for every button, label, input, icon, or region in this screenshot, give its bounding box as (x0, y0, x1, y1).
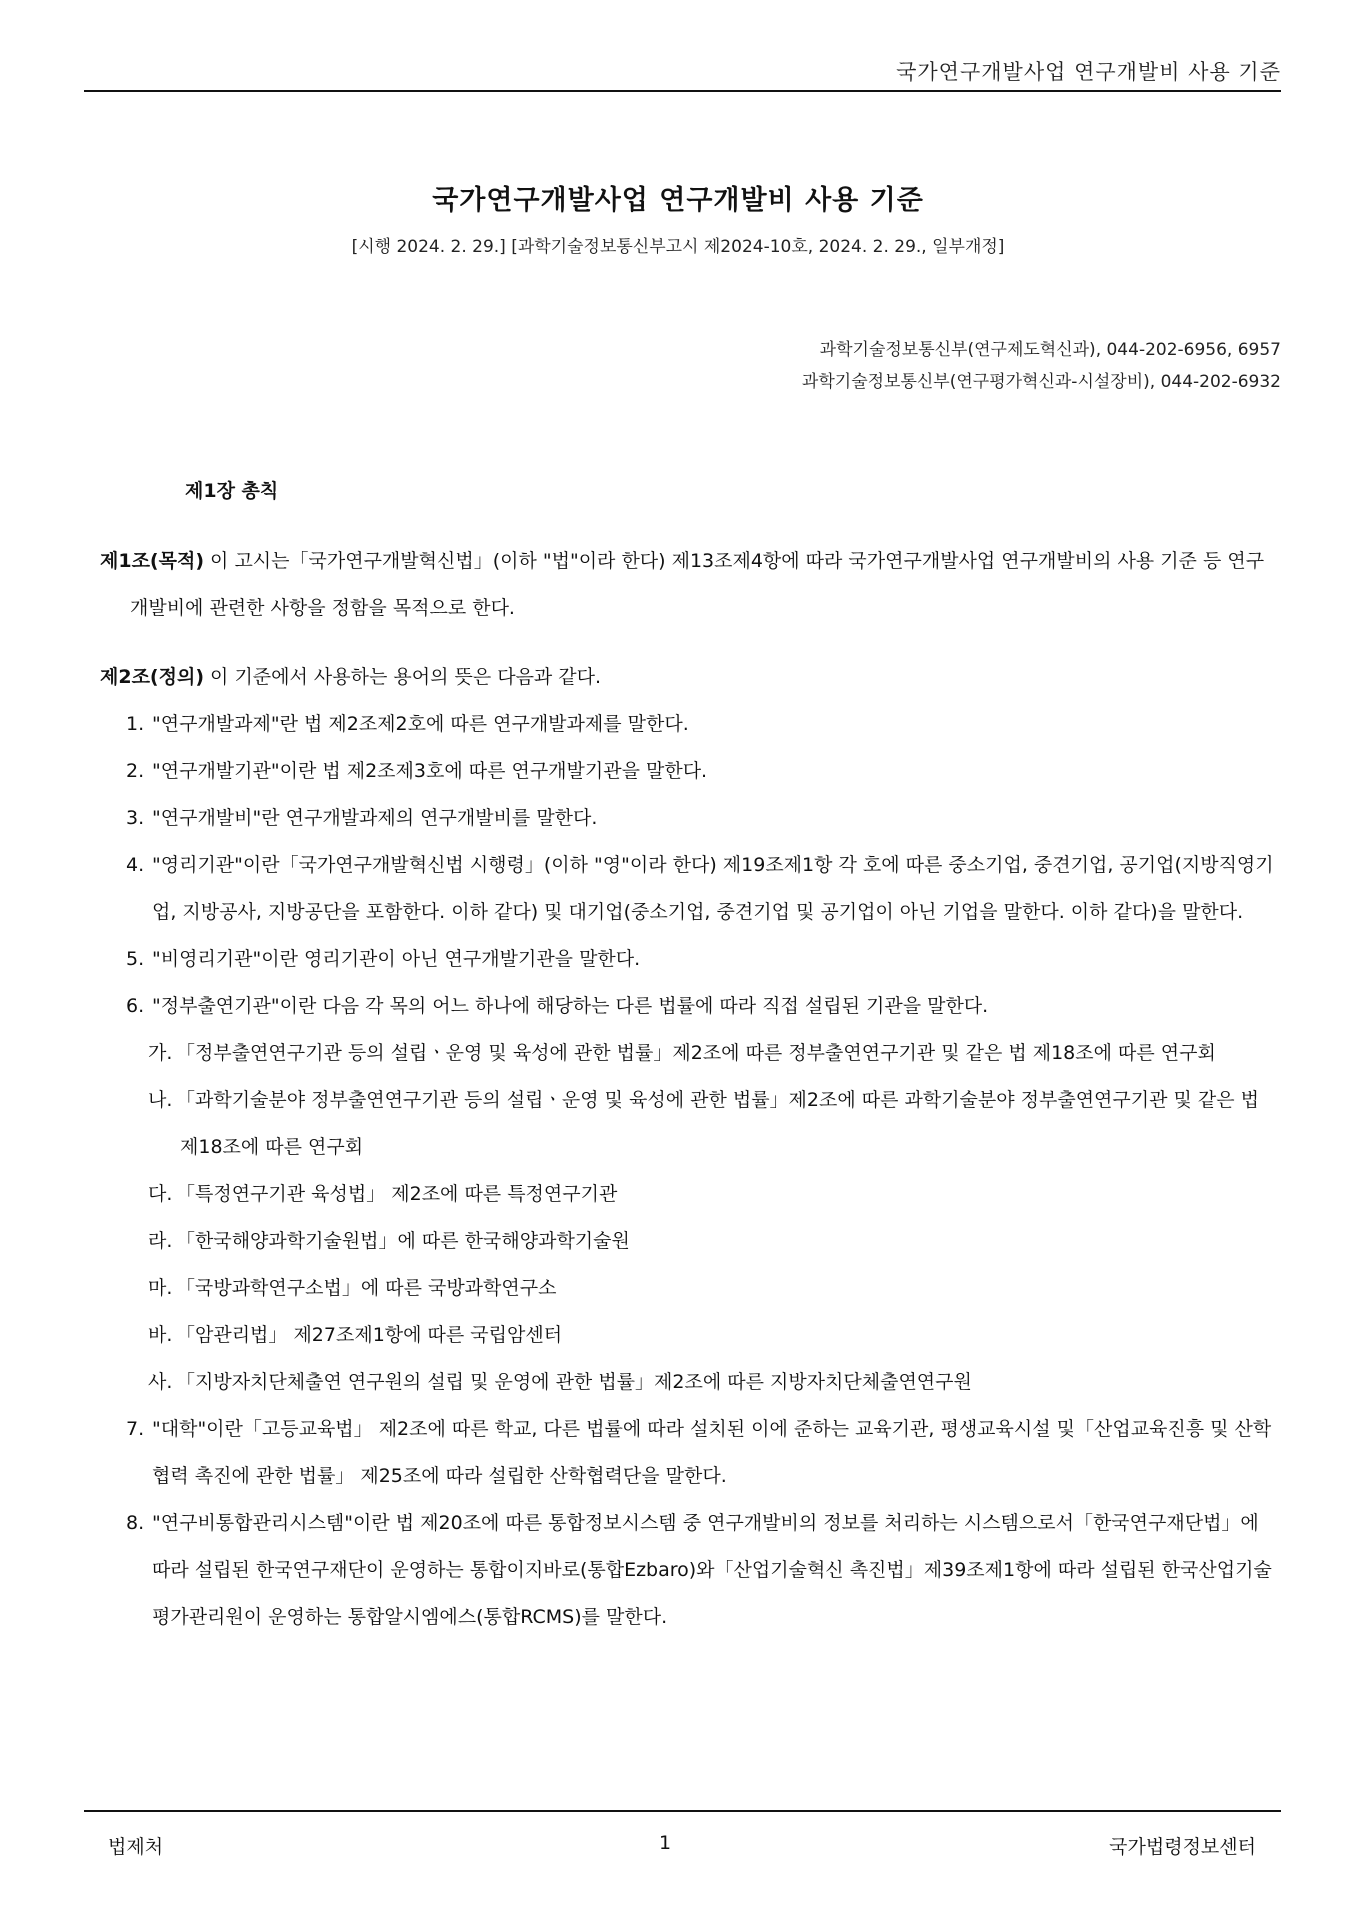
article-2-text: 이 기준에서 사용하는 용어의 뜻은 다음과 같다. (204, 666, 602, 688)
document-subtitle: [시행 2024. 2. 29.] [과학기술정보통신부고시 제2024-10호, 2024. 2. 29., 일부개정] (351, 237, 1005, 257)
contact-line: 과학기술정보통신부(연구평가혁신과-시설장비), 044-202-6932 (801, 372, 1281, 392)
header-divider (84, 90, 1281, 92)
article-2-lead (100, 654, 1282, 701)
list-item: 8. "연구비통합관리시스템"이란 법 제20조에 따른 통합정보시스템 중 연구개발비의 정보를 처리하는 시스템으로서「한국연구재단법」에 따라 설립된 한국연구재단이 운영하는 통합이지바로(통합Ezbaro)와「산업기술혁신 촉진법」제39조제1항에 따라 설립된 한국산업기술평가관리원이 운영하는 통합알시엠에스(통합RCMS)를 말한다. (126, 1512, 1272, 1628)
list-item: 2. "연구개발기관"이란 법 제2조제3호에 따른 연구개발기관을 말한다. (126, 760, 708, 782)
list-item: 7. "대학"이란「고등교육법」 제2조에 따른 학교, 다른 법률에 따라 설치된 이에 준하는 교육기관, 평생교육시설 및「산업교육진흥 및 산학협력 촉진에 관한 법률」 제25조에 따라 설립한 산학협력단을 말한다. (126, 1418, 1272, 1487)
contact-info (802, 334, 1281, 398)
running-header: 국가연구개발사업 연구개발비 사용 기준 (896, 60, 1281, 84)
article-1-text: 이 고시는「국가연구개발혁신법」(이하 "법"이라 한다) 제13조제4항에 따라 국가연구개발사업 연구개발비의 사용 기준 등 연구개발비에 관련한 사항을 정함을 목적으로 한다. (130, 550, 1265, 619)
sub-list-item: 사. 「지방자치단체출연 연구원의 설립 및 운영에 관한 법률」제2조에 따른 지방자치단체출연연구원 (148, 1371, 972, 1393)
sub-list-item: 다. 「특정연구기관 육성법」 제2조에 따른 특정연구기관 (148, 1183, 618, 1205)
sub-list-item: 가. 「정부출연연구기관 등의 설립ㆍ운영 및 육성에 관한 법률」제2조에 따른 정부출연연구기관 및 같은 법 제18조에 따른 연구회 (148, 1042, 1216, 1064)
sub-list-item: 라. 「한국해양과학기술원법」에 따른 한국해양과학기술원 (148, 1230, 630, 1252)
article-2-heading: 제2조(정의) (100, 666, 205, 688)
article-1-heading: 제1조(목적) (100, 550, 205, 572)
list-item: 3. "연구개발비"란 연구개발과제의 연구개발비를 말한다. (126, 807, 598, 829)
footer-source: 국가법령정보센터 (1109, 1836, 1256, 1858)
sub-list-item: 나. 「과학기술분야 정부출연연구기관 등의 설립ㆍ운영 및 육성에 관한 법률」제2조에 따른 과학기술분야 정부출연연구기관 및 같은 법 제18조에 따른 연구회 (148, 1089, 1260, 1158)
contact-line: 과학기술정보통신부(연구제도혁신과), 044-202-6956, 6957 (819, 340, 1281, 360)
article-2 (100, 654, 1282, 1641)
sub-list-item: 바. 「암관리법」 제27조제1항에 따른 국립암센터 (148, 1324, 563, 1346)
article-1 (100, 538, 1282, 632)
list-item: 5. "비영리기관"이란 영리기관이 아닌 연구개발기관을 말한다. (126, 948, 641, 970)
document-title: 국가연구개발사업 연구개발비 사용 기준 (432, 185, 924, 216)
footer-divider (84, 1810, 1281, 1812)
footer-publisher: 법제처 (108, 1836, 164, 1858)
list-item: 1. "연구개발과제"란 법 제2조제2호에 따른 연구개발과제를 말한다. (126, 713, 689, 735)
page-number: 1 (658, 1832, 672, 1854)
sub-list-item: 마. 「국방과학연구소법」에 따른 국방과학연구소 (148, 1277, 557, 1299)
list-item: 4. "영리기관"이란「국가연구개발혁신법 시행령」(이하 "영"이라 한다) 제19조제1항 각 호에 따른 중소기업, 중견기업, 공기업(지방직영기업, 지방공사, 지방공단을 포함한다. 이하 같다) 및 대기업(중소기업, 중견기업 및 공기업이 아닌 기업을 말한다. 이하 같다)을 말한다. (126, 854, 1274, 923)
chapter-heading: 제1장 총칙 (185, 480, 279, 502)
document-body (100, 538, 1282, 1641)
list-item: 6. "정부출연기관"이란 다음 각 목의 어느 하나에 해당하는 다른 법률에 따라 직접 설립된 기관을 말한다. (126, 995, 989, 1017)
